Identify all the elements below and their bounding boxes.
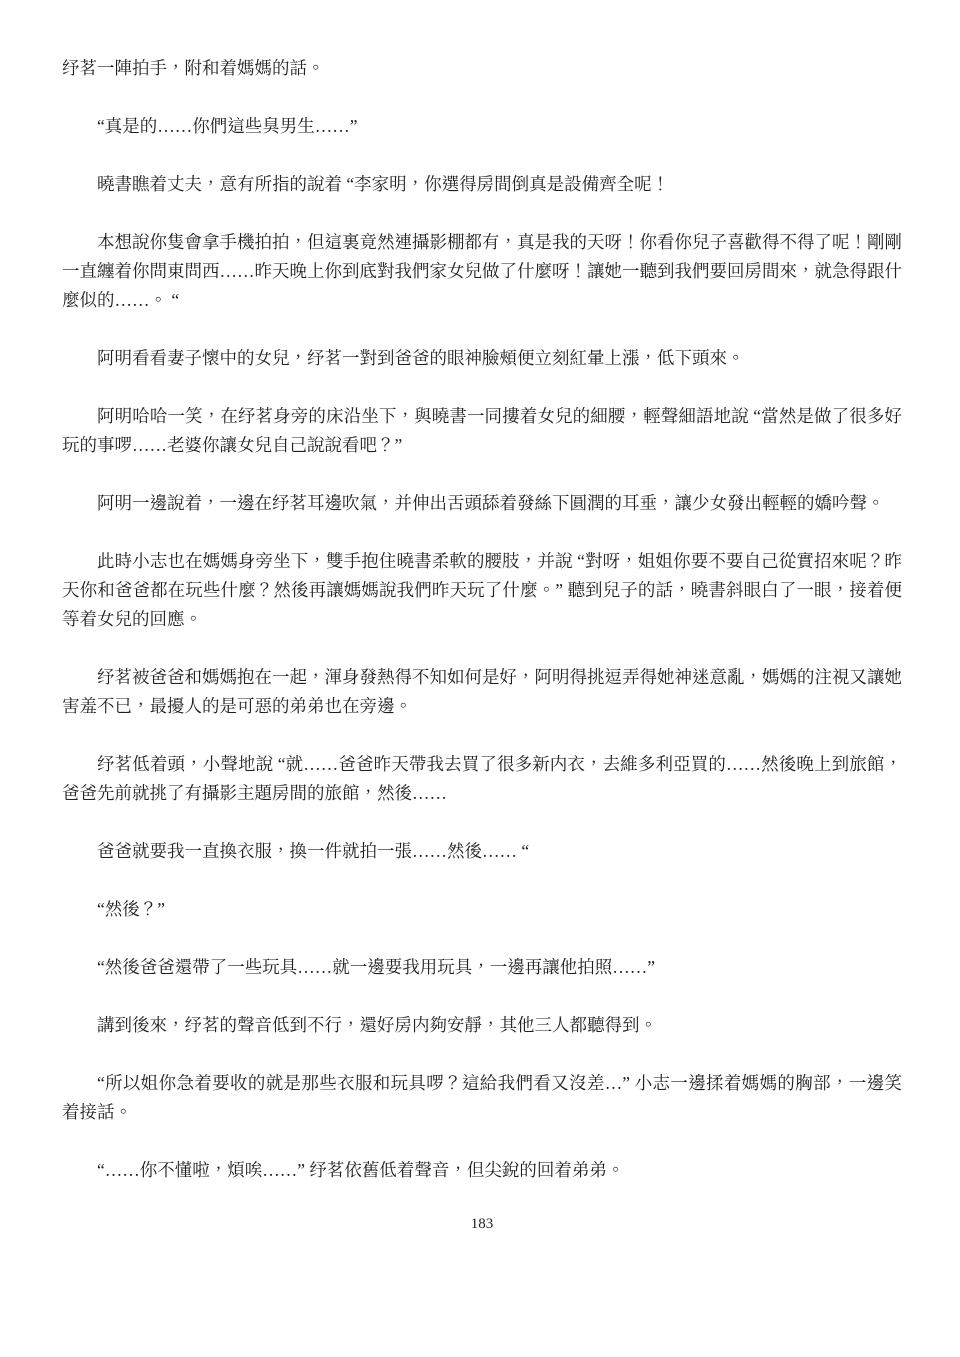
paragraph: 講到後來，纾茗的聲音低到不行，還好房内夠安靜，其他三人都聽得到。 [97,1015,657,1035]
paragraph: 曉書瞧着丈夫，意有所指的說着 “李家明，你選得房間倒真是設備齊全呢！ [97,174,670,194]
paragraph: “……你不懂啦，煩唉……” 纾茗依舊低着聲音，但尖銳的回着弟弟。 [97,1160,625,1180]
text-body [62,54,902,1185]
paragraph: 阿明哈哈一笑，在纾茗身旁的床沿坐下，與曉書一同摟着女兒的細腰，輕聲細語地說 “當然是做了很多好玩的事啰……老婆你讓女兒自己說說看吧？” [62,406,902,455]
paragraph: “然後？” [97,899,166,919]
paragraph: 本想說你隻會拿手機拍拍，但這裏竟然連攝影棚都有，真是我的天呀！你看你兒子喜歡得不得了呢！剛剛一直纏着你問東問西……昨天晚上你到底對我們家女兒做了什麼呀！讓她一聽到我們要回房間來，就急得跟什麼似的……。 “ [62,232,902,310]
page-number: 183 [470,1216,494,1232]
paragraph: “真是的……你們這些臭男生……” [97,116,358,136]
paragraph: “然後爸爸還帶了一些玩具……就一邊要我用玩具，一邊再讓他拍照……” [97,957,656,977]
paragraph: 此時小志也在媽媽身旁坐下，雙手抱住曉書柔軟的腰肢，并說 “對呀，姐姐你要不要自己從實招來呢？昨天你和爸爸都在玩些什麼？然後再讓媽媽說我們昨天玩了什麼。” 聽到兒子的話，曉書斜眼白了一眼，接着便等着女兒的回應。 [62,551,902,629]
paragraph: “所以姐你急着要收的就是那些衣服和玩具啰？這給我們看又沒差…” 小志一邊揉着媽媽的胸部，一邊笑着接話。 [62,1073,902,1122]
paragraph: 纾茗低着頭，小聲地說 “就……爸爸昨天帶我去買了很多新内衣，去維多利亞買的……然後晚上到旅館，爸爸先前就挑了有攝影主題房間的旅館，然後…… [62,754,902,803]
paragraph: 纾茗被爸爸和媽媽抱在一起，渾身發熱得不知如何是好，阿明得挑逗弄得她神迷意亂，媽媽的注視又讓她害羞不已，最擾人的是可惡的弟弟也在旁邊。 [62,667,902,716]
paragraph: 阿明看看妻子懷中的女兒，纾茗一對到爸爸的眼神臉頰便立刻紅暈上漲，低下頭來。 [97,348,745,368]
paragraph: 纾茗一陣拍手，附和着媽媽的話。 [62,58,325,78]
paragraph: 爸爸就要我一直換衣服，換一件就拍一張……然後…… “ [97,841,530,861]
paragraph: 阿明一邊說着，一邊在纾茗耳邊吹氣，并伸出舌頭舔着發絲下圓潤的耳垂，讓少女發出輕輕的嬌吟聲。 [97,493,885,513]
